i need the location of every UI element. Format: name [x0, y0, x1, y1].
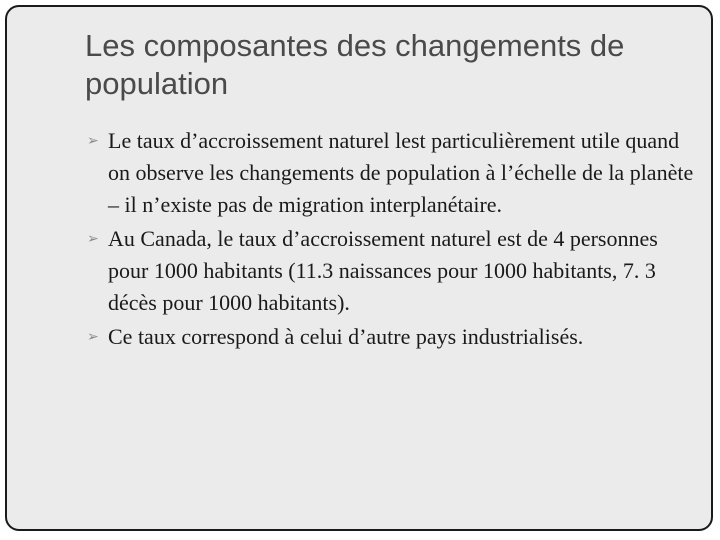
- bullet-list: [87, 125, 697, 355]
- slide-frame: [5, 5, 713, 531]
- triangle-bullet-icon: ➢: [87, 133, 99, 149]
- bullet-text: Au Canada, le taux d’accroissement naturel est de 4 personnes pour 1000 habitants (11.3 naissances pour 1000 habitants, 7. 3 décès pour 1000 habitants).: [108, 226, 658, 315]
- bullet-item: [87, 321, 697, 353]
- triangle-bullet-icon: ➢: [87, 231, 99, 247]
- triangle-bullet-icon: ➢: [87, 329, 99, 345]
- bullet-text: Le taux d’accroissement naturel lest particulièrement utile quand on observe les changements de population à l’échelle de la planète – il n’existe pas de migration interplanétaire.: [108, 128, 694, 217]
- bullet-text: Ce taux correspond à celui d’autre pays industrialisés.: [108, 324, 584, 349]
- bullet-item: [87, 223, 697, 319]
- slide-title: Les composantes des changements de population: [85, 28, 625, 101]
- bullet-item: [87, 125, 697, 221]
